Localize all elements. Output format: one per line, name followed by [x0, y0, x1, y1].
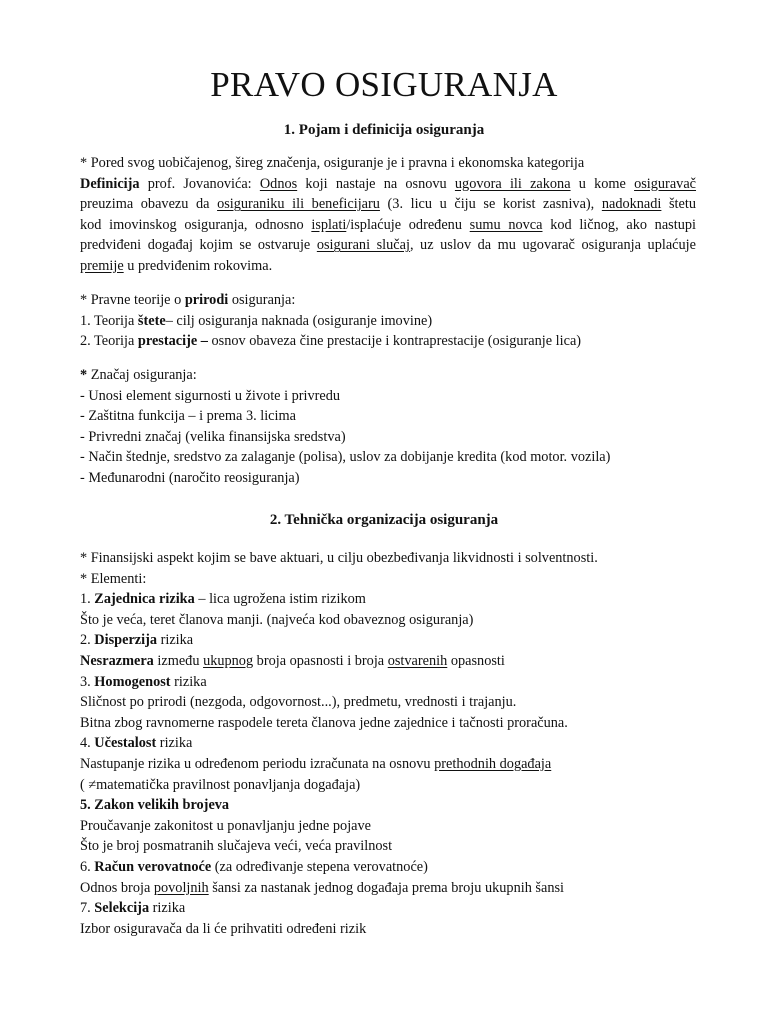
element-1-desc: Što je veća, teret članova manji. (najveća kod obaveznog osiguranja) [80, 611, 474, 628]
significance-item: - Unosi element sigurnosti u živote i privredu [80, 387, 341, 404]
elements-label: * Elementi: [80, 570, 147, 587]
significance-label: * Značaj osiguranja: [80, 367, 197, 383]
section-heading-2: 2. Tehnička organizacija osiguranja [269, 512, 499, 528]
element-3-title: 3. Homogenost rizika [80, 673, 207, 690]
section-2-intro: * Finansijski aspekt kojim se bave aktuari, u cilju obezbeđivanja likvidnosti i solventnosti. [80, 550, 598, 566]
element-7-desc: Izbor osiguravača da li će prihvatiti određeni rizik [80, 920, 367, 937]
element-6-title: 6. Račun verovatnoće (za određivanje stepena verovatnoće) [80, 858, 428, 875]
intro-line: * Pored svog uobičajenog, šireg značenja, osiguranje je i pravna i ekonomska kategorija [80, 155, 585, 171]
element-5-title: 5. Zakon velikih brojeva [80, 797, 230, 814]
element-3-desc-2: Bitna zbog ravnomerne raspodele tereta članova jedne zajednice i tačnosti proračuna. [80, 714, 568, 731]
theory-item-1: 1. Teorija štete– cilj osiguranja naknada (osiguranje imovine) [80, 312, 433, 329]
section-2-body [80, 548, 696, 939]
element-4-desc-1: Nastupanje rizika u određenom periodu izračunata na osnovu prethodnih događaja [80, 755, 552, 772]
element-3-desc-1: Sličnost po prirodi (nezgoda, odgovornost...), predmetu, vrednosti i trajanju. [80, 694, 517, 711]
element-7-title: 7. Selekcija rizika [80, 900, 186, 917]
element-2-desc: Nesrazmera između ukupnog broja opasnosti i broja ostvarenih opasnosti [80, 652, 505, 669]
definition-line-1: Definicija prof. Jovanovića: Odnos koji nastaje na osnovu ugovora ili zakona u kome osiguravač [80, 175, 697, 192]
section-heading-1: 1. Pojam i definicija osiguranja [283, 122, 485, 138]
element-4-desc-2: ( ≠matematička pravilnost ponavljanja događaja) [80, 776, 361, 793]
theories-block [80, 290, 696, 352]
element-4-title: 4. Učestalost rizika [80, 735, 193, 752]
definition-line-5: premije u predviđenim rokovima. [80, 257, 273, 274]
element-2-title: 2. Disperzija rizika [80, 632, 194, 649]
page-title: PRAVO OSIGURANJA [210, 65, 558, 104]
definition-label: Definicija [80, 175, 140, 192]
significance-block [80, 365, 696, 489]
definition-line-2: preuzima obavezu da osiguraniku ili beneficijaru (3. licu u čiju se korist zasniva), nadoknadi štetu [80, 196, 696, 213]
section-1-body [80, 153, 696, 277]
theory-item-2: 2. Teorija prestacije – osnov obaveza čine prestacije i kontraprestacije (osiguranje lica) [80, 333, 582, 350]
element-1-title: 1. Zajednica rizika – lica ugrožena istim rizikom [80, 591, 366, 608]
theories-intro: * Pravne teorije o prirodi osiguranja: [80, 292, 296, 308]
element-5-desc-1: Proučavanje zakonitost u ponavljanju jedne pojave [80, 817, 372, 834]
significance-item: - Način štednje, sredstvo za zalaganje (polisa), uslov za dobijanje kredita (kod motor. vozila) [80, 449, 611, 466]
definition-line-3: kod imovinskog osiguranja, odnosno isplati/isplaćuje određenu sumu novca kod ličnog, ako nastupi [80, 216, 696, 233]
element-6-desc: Odnos broja povoljnih šansi za nastanak jednog događaja prema broju ukupnih šansi [80, 879, 565, 896]
definition-line-4: predviđeni događaj kojim se ostvaruje osigurani slučaj, uz uslov da mu ugovarač osiguranja uplaćuje [80, 237, 696, 254]
significance-item: - Zaštitna funkcija – i prema 3. licima [80, 408, 296, 425]
element-5-desc-2: Što je broj posmatranih slučajeva veći, veća pravilnost [80, 838, 393, 855]
significance-item: - Međunarodni (naročito reosiguranja) [80, 469, 300, 486]
significance-item: - Privredni značaj (velika finansijska sredstva) [80, 428, 346, 445]
